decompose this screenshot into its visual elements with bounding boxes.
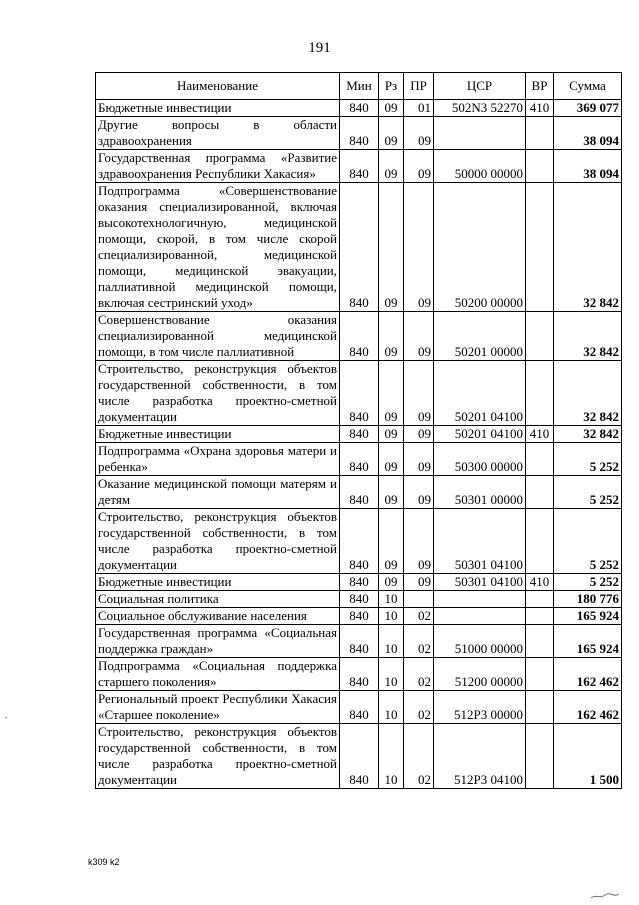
cell-sum: 162 462 xyxy=(554,658,622,691)
cell-pr: 02 xyxy=(404,658,434,691)
cell-rz: 09 xyxy=(379,117,404,150)
table-row xyxy=(96,117,622,150)
cell-rz: 09 xyxy=(379,361,404,426)
cell-vr xyxy=(526,150,554,183)
cell-pr: 02 xyxy=(404,625,434,658)
cell-name: Бюджетные инвестиции xyxy=(96,100,340,117)
header-rz: Рз xyxy=(379,73,404,100)
cell-csr: 502N3 52270 xyxy=(434,100,526,117)
cell-sum: 180 776 xyxy=(554,591,622,608)
cell-vr xyxy=(526,443,554,476)
cell-rz: 10 xyxy=(379,608,404,625)
cell-pr: 09 xyxy=(404,361,434,426)
table-row xyxy=(96,150,622,183)
table-row xyxy=(96,426,622,443)
table-row xyxy=(96,724,622,789)
header-pr: ПР xyxy=(404,73,434,100)
cell-rz: 09 xyxy=(379,574,404,591)
cell-csr: 51200 00000 xyxy=(434,658,526,691)
cell-sum: 5 252 xyxy=(554,509,622,574)
scan-artifact-mark xyxy=(590,892,620,900)
cell-csr: 512P3 00000 xyxy=(434,691,526,724)
cell-vr xyxy=(526,117,554,150)
cell-min: 840 xyxy=(340,691,379,724)
cell-name: Строительство, реконструкция объектов государственной собственности, в том числе разработка проектно-сметной документации xyxy=(96,724,340,789)
footer-code: k309 k2 xyxy=(88,857,120,867)
cell-name: Бюджетные инвестиции xyxy=(96,574,340,591)
cell-csr: 50201 00000 xyxy=(434,312,526,361)
page-number: 191 xyxy=(308,40,331,56)
cell-csr: 50301 00000 xyxy=(434,476,526,509)
margin-mark: ˊ xyxy=(4,714,8,728)
cell-vr: 410 xyxy=(526,574,554,591)
cell-min: 840 xyxy=(340,724,379,789)
table-row xyxy=(96,509,622,574)
cell-min: 840 xyxy=(340,591,379,608)
table-row xyxy=(96,625,622,658)
cell-name: Оказание медицинской помощи матерям и детям xyxy=(96,476,340,509)
cell-csr: 50301 04100 xyxy=(434,509,526,574)
cell-sum: 162 462 xyxy=(554,691,622,724)
cell-rz: 10 xyxy=(379,591,404,608)
header-name: Наименование xyxy=(96,73,340,100)
cell-sum: 38 094 xyxy=(554,150,622,183)
table-row xyxy=(96,608,622,625)
cell-name: Строительство, реконструкция объектов государственной собственности, в том числе разработка проектно-сметной документации xyxy=(96,509,340,574)
cell-sum: 5 252 xyxy=(554,443,622,476)
table-row xyxy=(96,361,622,426)
header-vr: ВР xyxy=(526,73,554,100)
cell-min: 840 xyxy=(340,476,379,509)
cell-csr: 51000 00000 xyxy=(434,625,526,658)
cell-name: Строительство, реконструкция объектов государственной собственности, в том числе разработка проектно-сметной документации xyxy=(96,361,340,426)
cell-vr xyxy=(526,591,554,608)
cell-vr xyxy=(526,724,554,789)
cell-name: Социальная политика xyxy=(96,591,340,608)
cell-rz: 09 xyxy=(379,443,404,476)
cell-pr: 09 xyxy=(404,443,434,476)
cell-rz: 10 xyxy=(379,724,404,789)
cell-pr: 01 xyxy=(404,100,434,117)
cell-sum: 38 094 xyxy=(554,117,622,150)
cell-rz: 09 xyxy=(379,100,404,117)
table-row xyxy=(96,591,622,608)
header-sum: Сумма xyxy=(554,73,622,100)
cell-pr: 09 xyxy=(404,476,434,509)
cell-vr xyxy=(526,183,554,312)
cell-rz: 09 xyxy=(379,509,404,574)
cell-sum: 5 252 xyxy=(554,476,622,509)
cell-min: 840 xyxy=(340,509,379,574)
cell-rz: 09 xyxy=(379,312,404,361)
cell-sum: 32 842 xyxy=(554,183,622,312)
cell-name: Подпрограмма «Совершенствование оказания специализированной, включая высокотехнологичную, медицинской помощи, скорой, в том числе скорой специализированной, медицинской помощи, медицинской эвакуации, паллиативной медицинской помощи, включая сестринский уход» xyxy=(96,183,340,312)
cell-rz: 09 xyxy=(379,150,404,183)
cell-name: Другие вопросы в области здравоохранения xyxy=(96,117,340,150)
cell-name: Государственная программа «Социальная поддержка граждан» xyxy=(96,625,340,658)
cell-csr: 50201 04100 xyxy=(434,361,526,426)
cell-name: Региональный проект Республики Хакасия «Старшее поколение» xyxy=(96,691,340,724)
cell-csr: 50000 00000 xyxy=(434,150,526,183)
cell-min: 840 xyxy=(340,183,379,312)
cell-pr: 09 xyxy=(404,312,434,361)
table-row xyxy=(96,691,622,724)
cell-pr: 09 xyxy=(404,426,434,443)
table-row xyxy=(96,574,622,591)
cell-csr: 512P3 04100 xyxy=(434,724,526,789)
header-min: Мин xyxy=(340,73,379,100)
cell-sum: 369 077 xyxy=(554,100,622,117)
cell-pr xyxy=(404,591,434,608)
cell-csr: 50301 04100 xyxy=(434,574,526,591)
cell-pr: 02 xyxy=(404,691,434,724)
cell-min: 840 xyxy=(340,361,379,426)
cell-pr: 09 xyxy=(404,183,434,312)
cell-vr: 410 xyxy=(526,100,554,117)
table-row xyxy=(96,183,622,312)
header-csr: ЦСР xyxy=(434,73,526,100)
cell-name: Государственная программа «Развитие здравоохранения Республики Хакасия» xyxy=(96,150,340,183)
cell-vr xyxy=(526,509,554,574)
cell-vr xyxy=(526,625,554,658)
cell-vr xyxy=(526,361,554,426)
cell-vr xyxy=(526,658,554,691)
cell-min: 840 xyxy=(340,658,379,691)
cell-min: 840 xyxy=(340,117,379,150)
table-row xyxy=(96,476,622,509)
cell-rz: 10 xyxy=(379,658,404,691)
cell-vr xyxy=(526,608,554,625)
cell-vr xyxy=(526,691,554,724)
cell-name: Подпрограмма «Социальная поддержка старшего поколения» xyxy=(96,658,340,691)
table-row xyxy=(96,658,622,691)
cell-sum: 32 842 xyxy=(554,426,622,443)
cell-sum: 165 924 xyxy=(554,608,622,625)
cell-sum: 32 842 xyxy=(554,361,622,426)
cell-min: 840 xyxy=(340,608,379,625)
cell-name: Подпрограмма «Охрана здоровья матери и ребенка» xyxy=(96,443,340,476)
cell-sum: 32 842 xyxy=(554,312,622,361)
cell-rz: 09 xyxy=(379,476,404,509)
cell-csr xyxy=(434,608,526,625)
budget-table xyxy=(95,72,622,789)
table-body xyxy=(96,100,622,789)
cell-min: 840 xyxy=(340,574,379,591)
cell-csr xyxy=(434,117,526,150)
cell-csr xyxy=(434,591,526,608)
cell-name: Социальное обслуживание населения xyxy=(96,608,340,625)
cell-csr: 50201 04100 xyxy=(434,426,526,443)
cell-pr: 09 xyxy=(404,574,434,591)
cell-sum: 1 500 xyxy=(554,724,622,789)
table-row xyxy=(96,312,622,361)
table-row xyxy=(96,443,622,476)
cell-rz: 10 xyxy=(379,625,404,658)
cell-min: 840 xyxy=(340,100,379,117)
cell-min: 840 xyxy=(340,625,379,658)
cell-sum: 5 252 xyxy=(554,574,622,591)
cell-pr: 09 xyxy=(404,117,434,150)
table-header-row xyxy=(96,73,622,100)
cell-pr: 02 xyxy=(404,724,434,789)
cell-vr: 410 xyxy=(526,426,554,443)
cell-pr: 02 xyxy=(404,608,434,625)
cell-csr: 50200 00000 xyxy=(434,183,526,312)
cell-name: Бюджетные инвестиции xyxy=(96,426,340,443)
table-row xyxy=(96,100,622,117)
cell-pr: 09 xyxy=(404,150,434,183)
cell-sum: 165 924 xyxy=(554,625,622,658)
cell-rz: 09 xyxy=(379,426,404,443)
cell-min: 840 xyxy=(340,312,379,361)
cell-min: 840 xyxy=(340,426,379,443)
cell-vr xyxy=(526,312,554,361)
cell-rz: 10 xyxy=(379,691,404,724)
cell-pr: 09 xyxy=(404,509,434,574)
cell-name: Совершенствование оказания специализированной медицинской помощи, в том числе паллиативной xyxy=(96,312,340,361)
cell-csr: 50300 00000 xyxy=(434,443,526,476)
cell-min: 840 xyxy=(340,443,379,476)
cell-rz: 09 xyxy=(379,183,404,312)
cell-min: 840 xyxy=(340,150,379,183)
cell-vr xyxy=(526,476,554,509)
